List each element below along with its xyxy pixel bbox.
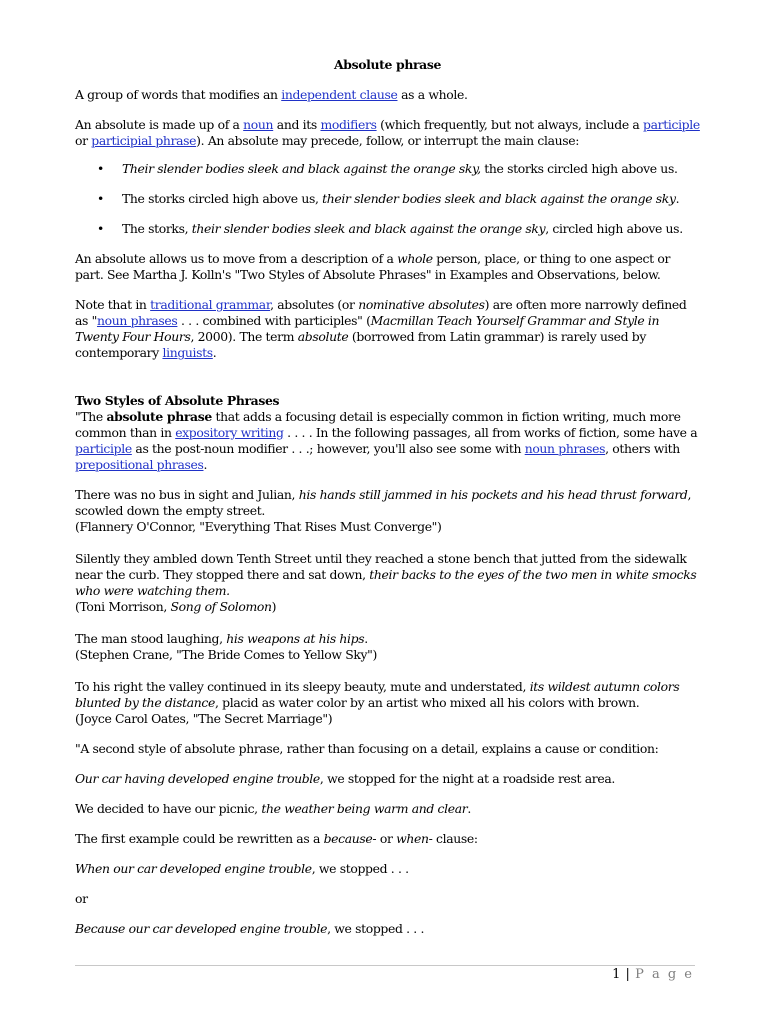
citation: (Flannery O'Connor, "Everything That Rises Must Converge") [75, 519, 442, 534]
text: - clause: [428, 831, 478, 846]
text: ) are often more narrowly defined as " [75, 297, 687, 328]
example-when [75, 861, 700, 877]
link-participle[interactable]: participle [643, 117, 700, 132]
link-expository-writing[interactable]: expository writing [175, 425, 284, 440]
second-style-paragraph: "A second style of absolute phrase, rather than focusing on a detail, explains a cause or condition: [75, 741, 659, 756]
text: . [467, 801, 471, 816]
note-paragraph [75, 297, 700, 361]
example-bullet-list [75, 161, 700, 237]
italic-text: Their slender bodies sleek and black against the orange sky, [122, 161, 481, 176]
text: The first example could be rewritten as a [75, 831, 324, 846]
bullet-icon: • [97, 161, 104, 176]
text: , placid as water color by an artist who mixed all his colors with brown. [214, 695, 640, 710]
definition-paragraph [75, 117, 700, 149]
text: , circled high above us. [545, 221, 683, 236]
text: We decided to have our picnic, [75, 801, 262, 816]
text: A group of words that modifies an [75, 87, 282, 102]
text: , absolutes (or [270, 297, 359, 312]
italic-text: their slender bodies sleek and black against the orange sky [322, 191, 676, 206]
page-title: Absolute phrase [334, 57, 441, 72]
text: (which frequently, but not always, include a [376, 117, 644, 132]
text: , scowled down the empty street. [75, 487, 692, 518]
two-styles-paragraph [75, 409, 700, 473]
link-noun-phrases[interactable]: noun phrases [96, 313, 178, 328]
section-heading: Two Styles of Absolute Phrases [75, 393, 280, 408]
text: ). An absolute may precede, follow, or interrupt the main clause: [196, 133, 580, 148]
example-morrison [75, 551, 700, 599]
italic-text: absolute [297, 329, 349, 344]
text: . [203, 457, 208, 472]
text: . . . combined with participles" ( [177, 313, 371, 328]
citation: (Joyce Carol Oates, "The Secret Marriage") [75, 711, 333, 726]
italic-text: Because our car developed engine trouble [75, 921, 328, 936]
list-item [75, 161, 700, 177]
italic-text: when [396, 831, 429, 846]
link-noun[interactable]: noun [243, 117, 274, 132]
page-number: 1 [612, 967, 621, 982]
footer-separator: | [620, 967, 636, 982]
example-car [75, 771, 700, 787]
text: the storks circled high above us. [480, 161, 678, 176]
text: - or [372, 831, 397, 846]
link-participle[interactable]: participle [75, 441, 132, 456]
italic-text: because [323, 831, 373, 846]
link-linguists[interactable]: linguists [162, 345, 213, 360]
italic-text: Macmillan Teach Yourself Grammar and Style in Twenty Four Hours [75, 313, 660, 344]
example-oconnor [75, 487, 700, 519]
link-noun-phrases[interactable]: noun phrases [524, 441, 606, 456]
link-prepositional-phrases[interactable]: prepositional phrases [75, 457, 204, 472]
text: (Toni Morrison, [75, 599, 171, 614]
text: An absolute is made up of a [75, 117, 244, 132]
example-crane [75, 631, 700, 647]
bullet-icon: • [97, 221, 104, 236]
page-label: P a g e [635, 967, 694, 982]
italic-text: the weather being warm and clear [261, 801, 468, 816]
text: There was no bus in sight and Julian, [75, 487, 299, 502]
text: (borrowed from Latin grammar) is rarely used by contemporary [75, 329, 646, 360]
bullet-icon: • [97, 191, 104, 206]
italic-text: his hands still jammed in his pockets and his head thrust forward [298, 487, 688, 502]
text: The man stood laughing, [75, 631, 227, 646]
or-text: or [75, 891, 88, 906]
text: , we stopped for the night at a roadside rest area. [319, 771, 615, 786]
text: "The [75, 409, 107, 424]
text: and its [273, 117, 321, 132]
link-traditional-grammar[interactable]: traditional grammar [150, 297, 271, 312]
text: Silently they ambled down Tenth Street until they reached a stone bench that jutted from the sidewalk near the curb. They stopped there and sat down, [75, 551, 687, 582]
document-body [75, 57, 700, 937]
italic-text: their slender bodies sleek and black against the orange sky [191, 221, 546, 236]
italic-text: When our car developed engine trouble [75, 861, 312, 876]
citation: (Stephen Crane, "The Bride Comes to Yellow Sky") [75, 647, 377, 662]
text: Note that in [75, 297, 151, 312]
footer-divider [75, 965, 695, 966]
italic-text: whole [397, 251, 433, 266]
example-because [75, 921, 700, 937]
text: as a whole. [397, 87, 468, 102]
italic-text: nominative absolutes [358, 297, 485, 312]
list-item [75, 221, 700, 237]
italic-text: Our car having developed engine trouble [75, 771, 320, 786]
text: . [364, 631, 368, 646]
text: that adds a focusing detail is especially common in fiction writing, much more common than in [75, 409, 681, 440]
text: . [212, 345, 217, 360]
text: To his right the valley continued in its sleepy beauty, mute and understated, [75, 679, 530, 694]
text: , we stopped . . . [327, 921, 425, 936]
page-footer [612, 967, 694, 983]
italic-text: its wildest autumn colors blunted by the distance [75, 679, 680, 710]
text: or [75, 133, 92, 148]
text: , others with [605, 441, 680, 456]
italic-text: their backs to the eyes of the two men in white smocks who were watching them. [75, 567, 697, 598]
bold-text: absolute phrase [106, 409, 212, 424]
example-oates [75, 679, 700, 711]
text: as the post-noun modifier . . .; however, you'll also see some with [131, 441, 525, 456]
link-modifiers[interactable]: modifiers [320, 117, 377, 132]
citation [75, 599, 700, 615]
list-item [75, 191, 700, 207]
link-participial-phrase[interactable]: participial phrase [91, 133, 197, 148]
text: ) [271, 599, 277, 614]
intro-paragraph [75, 87, 700, 103]
link-independent-clause[interactable]: independent clause [281, 87, 398, 102]
text: . [675, 191, 680, 206]
italic-text: Song of Solomon [170, 599, 272, 614]
allows-paragraph [75, 251, 700, 283]
text: The storks circled high above us, [122, 191, 323, 206]
text: . . . . In the following passages, all from works of fiction, some have a [283, 425, 698, 440]
italic-text: his weapons at his hips [226, 631, 365, 646]
text: person, place, or thing to one aspect or part. See Martha J. Kolln's "Two Styles of Absolute Phrases" in Examples and Observations, below. [75, 251, 671, 282]
rewrite-paragraph [75, 831, 700, 847]
text: , 2000). The term [190, 329, 298, 344]
text: An absolute allows us to move from a description of a [75, 251, 398, 266]
text: , we stopped . . . [311, 861, 409, 876]
example-picnic [75, 801, 700, 817]
text: The storks, [122, 221, 192, 236]
